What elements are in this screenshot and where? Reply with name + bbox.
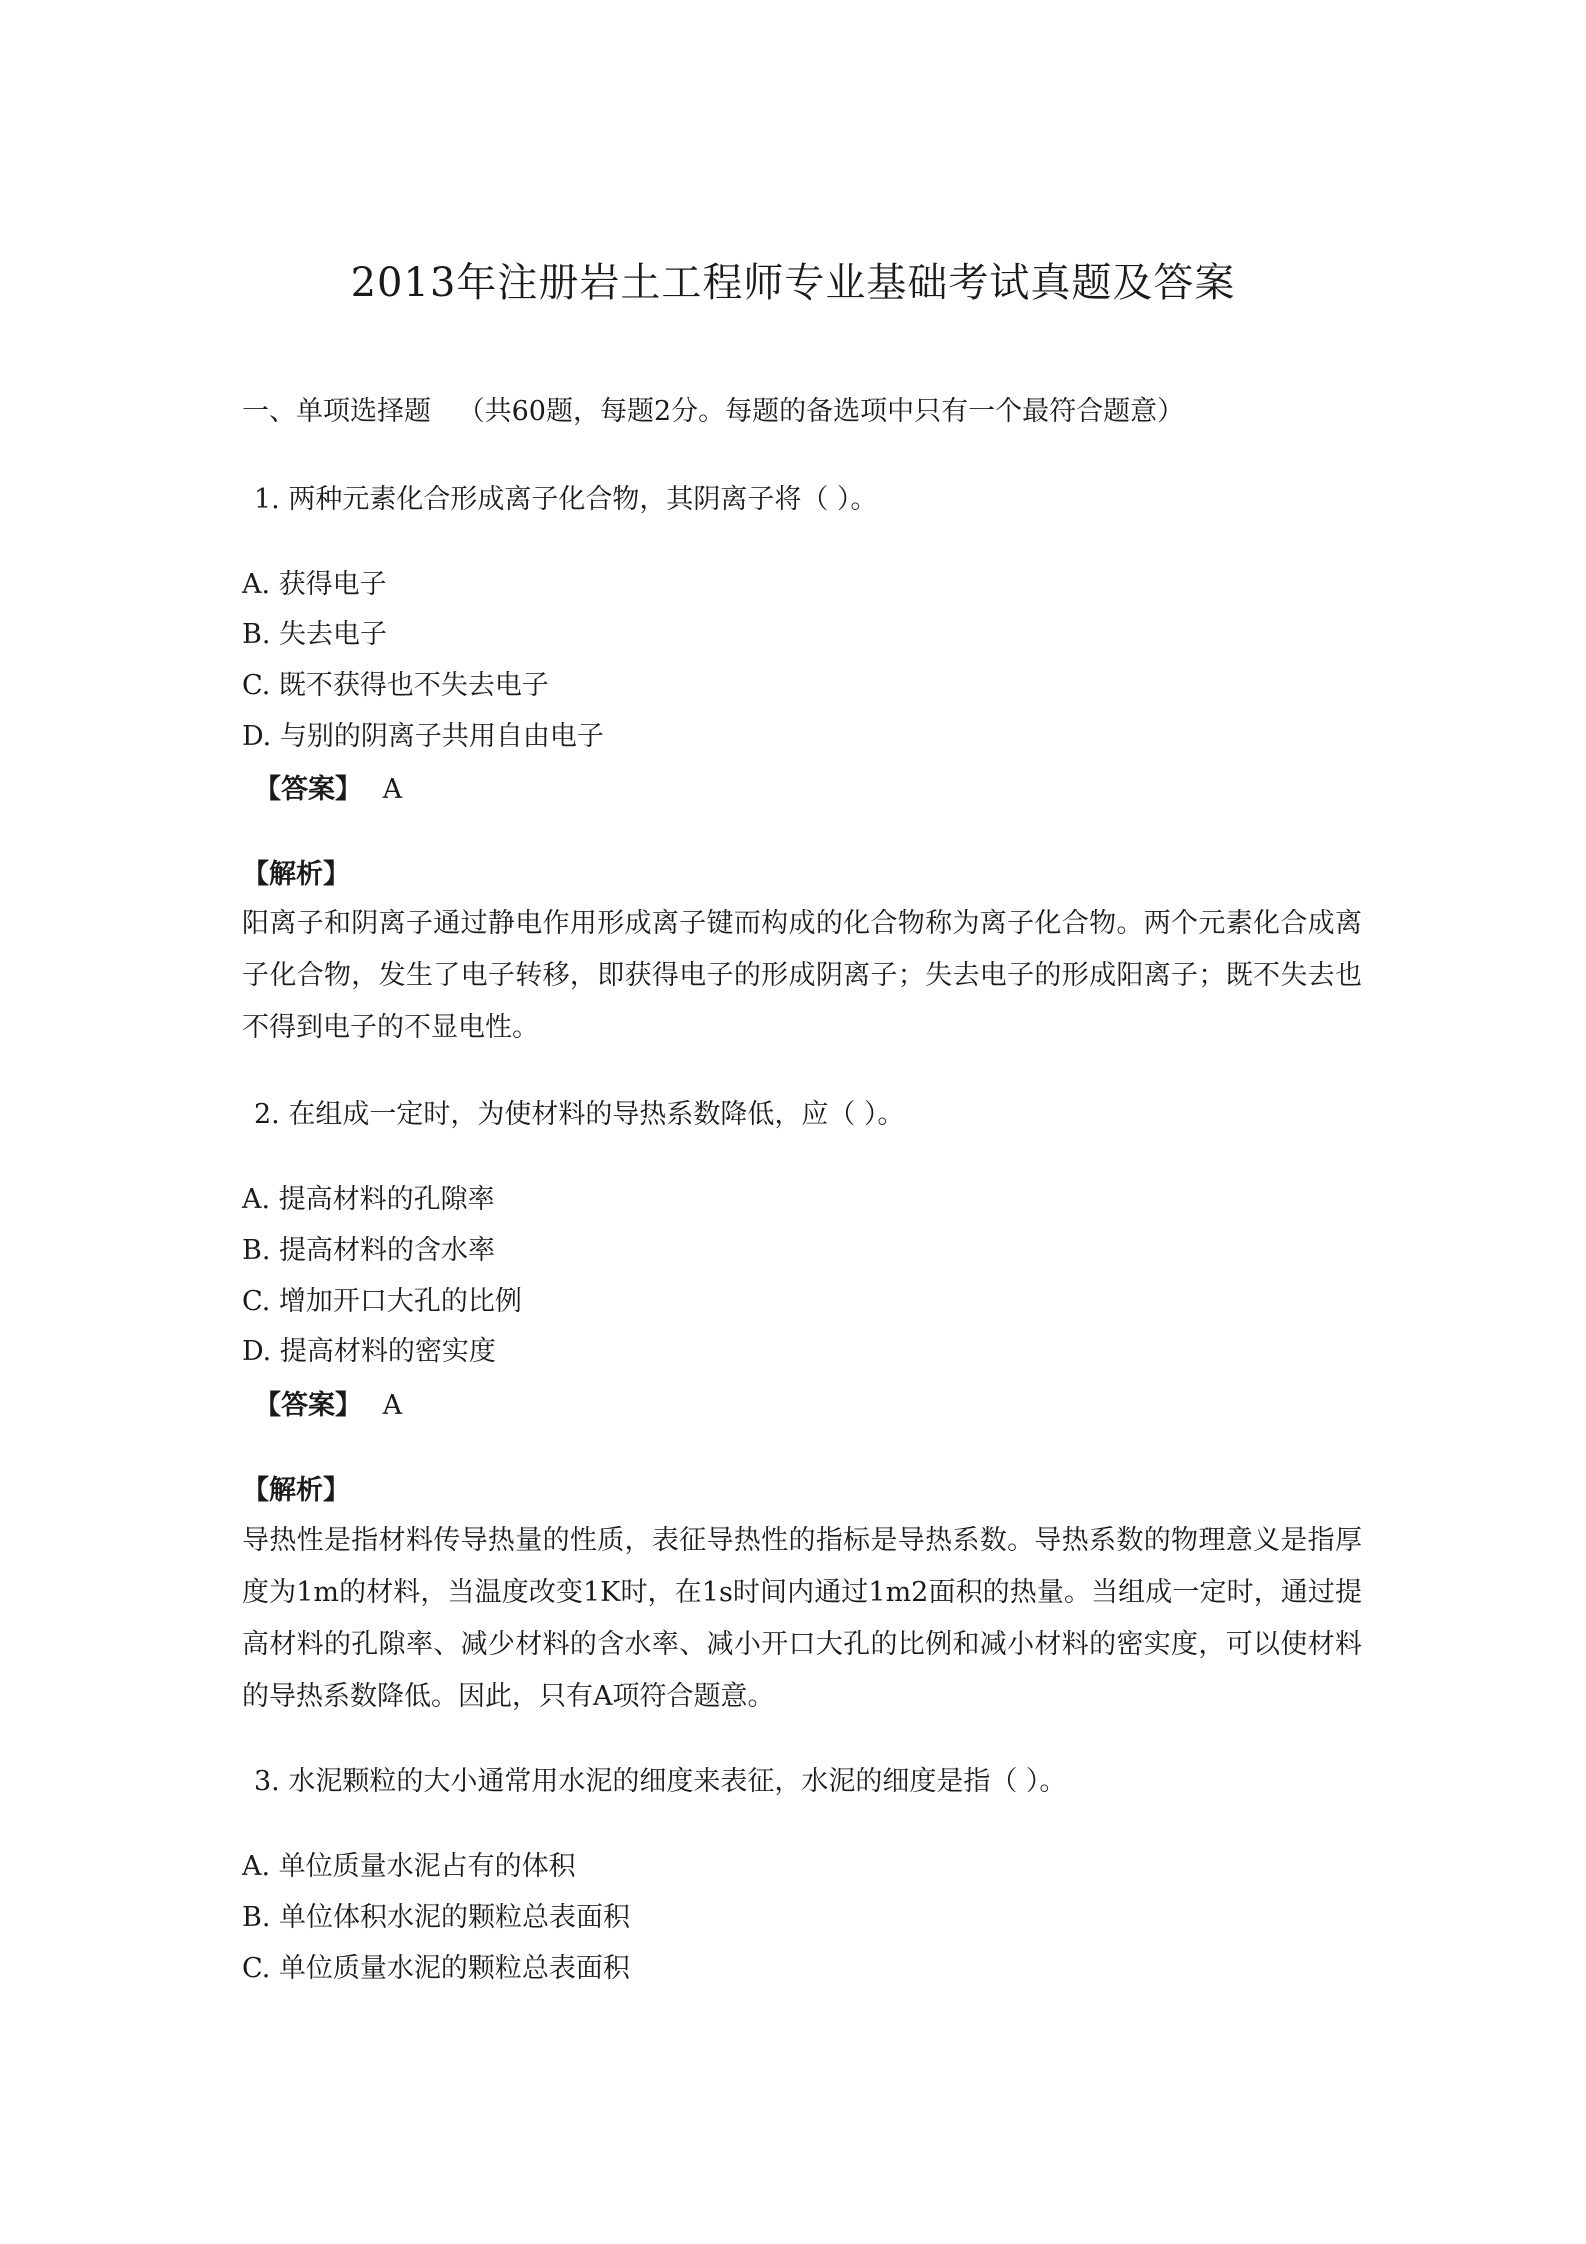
question-1-analysis: 阳离子和阴离子通过静电作用形成离子键而构成的化合物称为离子化合物。两个元素化合成离子化合物，发生了电子转移，即获得电子的形成阴离子；失去电子的形成阳离子；既不失去也不得到电子的不显电性。 xyxy=(242,908,1362,1043)
question-3-stem: 3. 水泥颗粒的大小通常用水泥的细度来表征，水泥的细度是指（ ）。 xyxy=(254,1766,1067,1797)
question-1-stem: 1. 两种元素化合形成离子化合物，其阴离子将（ ）。 xyxy=(254,484,878,515)
question-2-answer-line xyxy=(254,1386,402,1426)
question-1-analysis-label: 【解析】 xyxy=(242,859,350,890)
question-1-option-b: B. 失去电子 xyxy=(242,619,388,650)
question-3-option-a: A. 单位质量水泥占有的体积 xyxy=(242,1851,576,1882)
section-heading-line xyxy=(242,392,1184,432)
answer-label: 【答案】 xyxy=(254,774,362,805)
section-heading: 一、单项选择题 xyxy=(242,396,431,427)
question-3-option-b: B. 单位体积水泥的颗粒总表面积 xyxy=(242,1902,631,1933)
answer-label: 【答案】 xyxy=(254,1390,362,1421)
question-2-stem: 2. 在组成一定时，为使材料的导热系数降低，应（ ）。 xyxy=(254,1099,905,1130)
document-title: 2013年注册岩土工程师专业基础考试真题及答案 xyxy=(350,260,1236,306)
question-2-option-a: A. 提高材料的孔隙率 xyxy=(242,1184,495,1215)
question-1-option-c: C. 既不获得也不失去电子 xyxy=(242,670,549,701)
question-1-answer-line xyxy=(254,770,402,810)
question-2-analysis-label: 【解析】 xyxy=(242,1475,350,1506)
question-1-option-d: D. 与别的阴离子共用自由电子 xyxy=(242,721,604,752)
question-3-option-c: C. 单位质量水泥的颗粒总表面积 xyxy=(242,1953,630,1984)
question-2-analysis: 导热性是指材料传导热量的性质，表征导热性的指标是导热系数。导热系数的物理意义是指厚度为1m的材料，当温度改变1K时，在1s时间内通过1m2面积的热量。当组成一定时，通过提高材料的孔隙率、减少材料的含水率、减小开口大孔的比例和减小材料的密实度，可以使材料的导热系数降低。因此，只有A项符合题意。 xyxy=(242,1525,1362,1712)
question-2-option-c: C. 增加开口大孔的比例 xyxy=(242,1286,522,1317)
section-note: （共60题，每题2分。每题的备选项中只有一个最符合题意） xyxy=(457,396,1185,427)
question-1-answer: A xyxy=(382,774,403,805)
question-2-option-b: B. 提高材料的含水率 xyxy=(242,1235,496,1266)
question-1-option-a: A. 获得电子 xyxy=(242,569,387,600)
question-2-option-d: D. 提高材料的密实度 xyxy=(242,1336,496,1367)
question-2-answer: A xyxy=(382,1390,403,1421)
